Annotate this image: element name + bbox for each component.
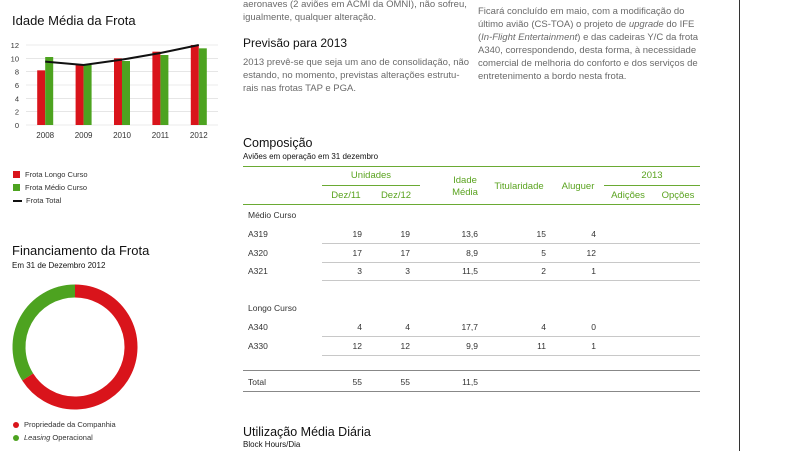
financing-subtitle: Em 31 de Dezembro 2012: [12, 261, 106, 270]
cell-dez12: 19: [400, 229, 410, 239]
bar-medio-curso: [84, 65, 92, 125]
total-bottom-rule: [243, 391, 700, 392]
cell-dez12: 3: [405, 266, 410, 276]
table-top-rule: [243, 166, 700, 167]
forecast-heading: Previsão para 2013: [243, 36, 348, 50]
cell-total-label: Total: [248, 377, 266, 387]
x-tick-label: 2011: [151, 131, 170, 140]
fleet-age-title: Idade Média da Frota: [12, 13, 136, 28]
legend-total: [13, 196, 61, 205]
donut-slice-leasing: [19, 291, 75, 377]
composition-subtitle: Aviões em operação em 31 dezembro: [243, 152, 379, 161]
text-line: comercial de melhoria do conforto e dos serviços de: [478, 58, 698, 69]
cell-dez11: 3: [357, 266, 362, 276]
x-tick-label: 2010: [113, 131, 131, 140]
header-dez11: Dez/11: [331, 190, 361, 201]
cell-model: A321: [248, 266, 268, 276]
text-line: aeronaves (2 aviões em ACMI da OMNI), não sofreu,: [243, 0, 467, 10]
text-line: [478, 31, 698, 44]
legend-swatch-red: [13, 171, 20, 178]
text-span: ) e das cadeiras Y/C da frota: [577, 32, 699, 43]
legend-leasing: [13, 433, 93, 442]
bar-longo-curso: [152, 52, 160, 125]
cell-dez11: 19: [352, 229, 362, 239]
text-line: igualmente, qualquer alteração.: [243, 12, 377, 23]
row-divider: [322, 280, 700, 281]
legend-label: Frota Longo Curso: [25, 170, 88, 179]
text-line: [478, 18, 698, 31]
text-line: A340, correspondendo, desta forma, à necessidade: [478, 45, 697, 56]
legend-dot-red: [13, 422, 19, 428]
legend-medio: [13, 183, 87, 192]
cell-aluguer: 1: [591, 341, 596, 351]
cell-titularidade: 15: [536, 229, 546, 239]
text-line: entretenimento a bordo nesta frota.: [478, 71, 627, 82]
legend-propriedade: [13, 420, 116, 429]
header-opcoes: Opções: [661, 190, 695, 201]
text-line: 2013 prevê-se que seja um ano de consolidação, não: [243, 57, 470, 68]
page-edge-divider: [739, 0, 740, 451]
header-2013: 2013: [641, 170, 663, 181]
bar-longo-curso: [76, 65, 84, 125]
utilization-title: Utilização Média Diária: [243, 425, 371, 439]
header-unidades: Unidades: [350, 170, 392, 181]
text-span: (: [478, 32, 482, 43]
cell-titularidade: 2: [541, 266, 546, 276]
bar-longo-curso: [114, 58, 122, 125]
cell-dez11: 12: [352, 341, 362, 351]
cell-idade: 9,9: [466, 341, 478, 351]
x-tick-label: 2009: [74, 131, 93, 140]
group-longo-curso: Longo Curso: [248, 303, 297, 313]
cell-dez12: 17: [400, 248, 410, 258]
header-dez12: Dez/12: [380, 190, 412, 201]
x-tick-label: 2008: [36, 131, 55, 140]
header-2013-rule: [604, 185, 700, 186]
header-titularidade: Titularidade: [494, 181, 544, 192]
header-bottom-rule: [243, 204, 700, 205]
legend-label: Propriedade da Companhia: [24, 420, 116, 429]
cell-total-dez11: 55: [352, 377, 362, 387]
cell-model: A340: [248, 322, 268, 332]
cell-aluguer: 1: [591, 266, 596, 276]
cell-aluguer: 12: [586, 248, 596, 258]
text-span-italic: In-Flight Entertainment: [481, 32, 578, 43]
cell-dez11: 17: [352, 248, 362, 258]
x-tick-label: 2012: [189, 131, 208, 140]
header-aluguer: Aluguer: [561, 181, 595, 192]
cell-total-idade: 11,5: [462, 377, 478, 387]
legend-label: Frota Médio Curso: [25, 183, 88, 192]
legend-swatch-green: [13, 184, 20, 191]
text-line: rais nas frotas TAP e PGA.: [243, 83, 356, 94]
legend-swatch-line: [13, 200, 22, 202]
cell-model: A330: [248, 341, 268, 351]
y-tick-label: 2: [14, 107, 19, 117]
header-idade-line: Média: [452, 187, 478, 198]
text-span-italic: upgrade: [628, 19, 664, 30]
y-tick-label: 10: [10, 54, 19, 64]
text-span: último avião (CS-TOA) o projeto de: [478, 19, 629, 30]
legend-dot-green: [13, 435, 19, 441]
bar-longo-curso: [191, 45, 199, 125]
cell-dez12: 4: [405, 322, 410, 332]
cell-idade: 13,6: [461, 229, 478, 239]
legend-label-italic: Leasing: [24, 433, 51, 442]
fleet-age-chart: [0, 35, 225, 160]
y-tick-label: 6: [14, 81, 19, 90]
legend-label: [24, 433, 93, 442]
cell-aluguer: 0: [591, 322, 596, 332]
y-tick-label: 0: [14, 121, 19, 130]
row-divider: [322, 355, 700, 356]
text-span: do IFE: [663, 19, 695, 30]
header-adicoes: Adições: [611, 190, 645, 201]
total-top-rule: [243, 370, 700, 371]
forecast-paragraph: [243, 56, 469, 95]
text-line: estando, no momento, previstas alterações estrutu-: [243, 70, 460, 81]
composition-title: Composição: [243, 136, 313, 150]
y-tick-label: 12: [10, 41, 19, 50]
mid-top-text: [243, 0, 467, 24]
cell-titularidade: 11: [537, 341, 546, 351]
cell-total-dez12: 55: [400, 377, 410, 387]
row-divider: [322, 243, 700, 244]
cell-dez12: 12: [400, 341, 410, 351]
bar-medio-curso: [122, 61, 130, 125]
legend-label: Frota Total: [26, 196, 62, 205]
legend-label-rest: Operacional: [50, 433, 93, 442]
legend-longo: [13, 170, 88, 179]
utilization-subtitle: Block Hours/Dia: [243, 440, 301, 449]
text-line: Ficará concluído em maio, com a modificação do: [478, 6, 685, 17]
cell-idade: 11,5: [462, 266, 478, 276]
cell-dez11: 4: [357, 322, 362, 332]
bar-medio-curso: [45, 57, 53, 125]
y-tick-label: 4: [14, 94, 19, 104]
financing-title: Financiamento da Frota: [12, 243, 150, 258]
bar-medio-curso: [160, 55, 168, 125]
row-divider: [322, 336, 700, 337]
bar-medio-curso: [199, 48, 207, 125]
cell-idade: 17,7: [461, 322, 478, 332]
cell-titularidade: 4: [541, 322, 546, 332]
y-tick-label: 8: [14, 67, 19, 77]
group-medio-curso: Médio Curso: [248, 210, 297, 220]
cell-idade: 8,9: [466, 248, 478, 258]
row-divider: [322, 262, 700, 263]
header-idade-line: Idade: [453, 175, 477, 186]
cell-titularidade: 5: [541, 248, 546, 258]
financing-donut: [0, 275, 160, 420]
cell-model: A319: [248, 229, 268, 239]
cell-model: A320: [248, 248, 268, 258]
header-unidades-rule: [322, 185, 420, 186]
ife-paragraph: [478, 5, 698, 83]
bar-longo-curso: [37, 70, 45, 125]
header-idade: [440, 175, 490, 199]
cell-aluguer: 4: [591, 229, 596, 239]
